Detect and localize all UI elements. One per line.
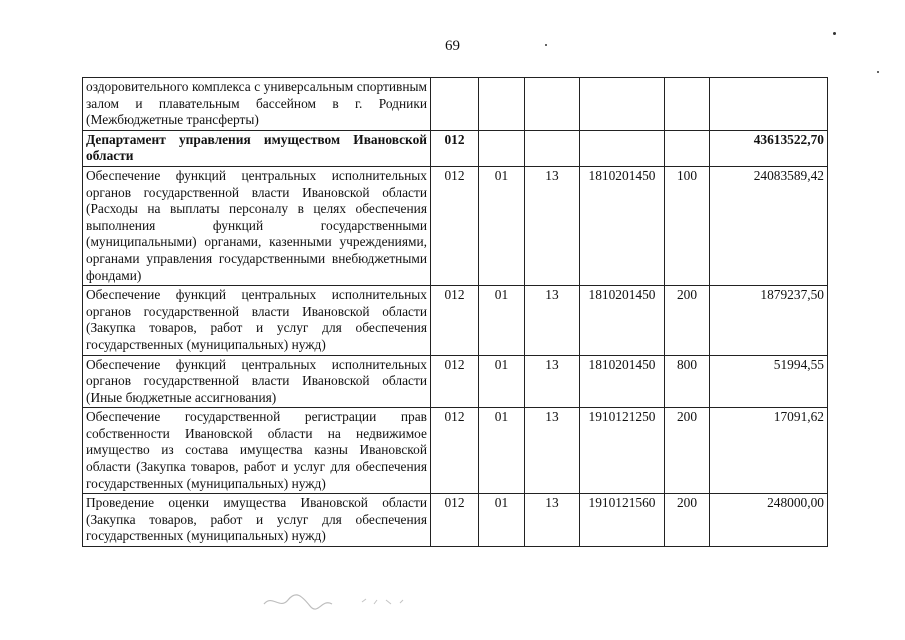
faint-scan-mark xyxy=(262,590,442,614)
section-code: 01 xyxy=(479,166,525,285)
subsection-code: 13 xyxy=(525,408,580,494)
expense-type-code: 200 xyxy=(665,408,710,494)
target-article-code: 1810201450 xyxy=(580,166,665,285)
expense-type-code: 800 xyxy=(665,355,710,408)
subsection-code: 13 xyxy=(525,494,580,547)
budget-table-body xyxy=(83,78,828,547)
table-row xyxy=(83,494,828,547)
subsection-code xyxy=(525,78,580,131)
target-article-code: 1810201450 xyxy=(580,355,665,408)
scan-speck xyxy=(877,71,879,73)
row-description: Проведение оценки имущества Ивановской области (Закупка товаров, работ и услуг для обеспечения государственных (муниципальных) нужд) xyxy=(83,494,431,547)
row-description: Обеспечение функций центральных исполнительных органов государственной власти Ивановской области (Иные бюджетные ассигнования) xyxy=(83,355,431,408)
row-description: оздоровительного комплекса с универсальным спортивным залом и плавательным бассейном в г. Родники (Межбюджетные трансферты) xyxy=(83,78,431,131)
row-description: Обеспечение функций центральных исполнительных органов государственной власти Ивановской области (Расходы на выплаты персоналу в целях обеспечения выполнения функций государственными (муниципальными) органами, казенными учреждениями, органами управления государственными внебюджетными фондами) xyxy=(83,166,431,285)
section-code: 01 xyxy=(479,355,525,408)
row-description: Обеспечение государственной регистрации прав собственности Ивановской области на недвижимое имущество из состава имущества казны Ивановской области (Закупка товаров, работ и услуг для обеспечения государственных (муниципальных) нужд) xyxy=(83,408,431,494)
subsection-code: 13 xyxy=(525,286,580,355)
ministry-code: 012 xyxy=(431,286,479,355)
target-article-code: 1810201450 xyxy=(580,286,665,355)
amount: 248000,00 xyxy=(710,494,828,547)
table-row xyxy=(83,286,828,355)
expense-type-code xyxy=(665,130,710,166)
row-description: Обеспечение функций центральных исполнительных органов государственной власти Ивановской области (Закупка товаров, работ и услуг для обеспечения государственных (муниципальных) нужд) xyxy=(83,286,431,355)
expense-type-code: 100 xyxy=(665,166,710,285)
scan-speck xyxy=(545,44,547,46)
amount: 1879237,50 xyxy=(710,286,828,355)
subsection-code xyxy=(525,130,580,166)
section-code xyxy=(479,78,525,131)
ministry-code: 012 xyxy=(431,408,479,494)
section-code: 01 xyxy=(479,286,525,355)
table-row xyxy=(83,166,828,285)
table-row-department xyxy=(83,130,828,166)
target-article-code: 1910121250 xyxy=(580,408,665,494)
amount: 43613522,70 xyxy=(710,130,828,166)
page-number: 69 xyxy=(445,38,460,54)
table-row xyxy=(83,78,828,131)
section-code xyxy=(479,130,525,166)
scan-speck xyxy=(833,32,836,35)
target-article-code xyxy=(580,130,665,166)
target-article-code xyxy=(580,78,665,131)
amount: 51994,55 xyxy=(710,355,828,408)
amount xyxy=(710,78,828,131)
section-code: 01 xyxy=(479,494,525,547)
expense-type-code xyxy=(665,78,710,131)
subsection-code: 13 xyxy=(525,355,580,408)
table-row xyxy=(83,355,828,408)
amount: 17091,62 xyxy=(710,408,828,494)
ministry-code xyxy=(431,78,479,131)
ministry-code: 012 xyxy=(431,494,479,547)
subsection-code: 13 xyxy=(525,166,580,285)
expense-type-code: 200 xyxy=(665,494,710,547)
ministry-code: 012 xyxy=(431,355,479,408)
row-description: Департамент управления имуществом Ивановской области xyxy=(83,130,431,166)
table-row xyxy=(83,408,828,494)
section-code: 01 xyxy=(479,408,525,494)
ministry-code: 012 xyxy=(431,130,479,166)
ministry-code: 012 xyxy=(431,166,479,285)
amount: 24083589,42 xyxy=(710,166,828,285)
budget-table xyxy=(82,77,828,547)
target-article-code: 1910121560 xyxy=(580,494,665,547)
expense-type-code: 200 xyxy=(665,286,710,355)
